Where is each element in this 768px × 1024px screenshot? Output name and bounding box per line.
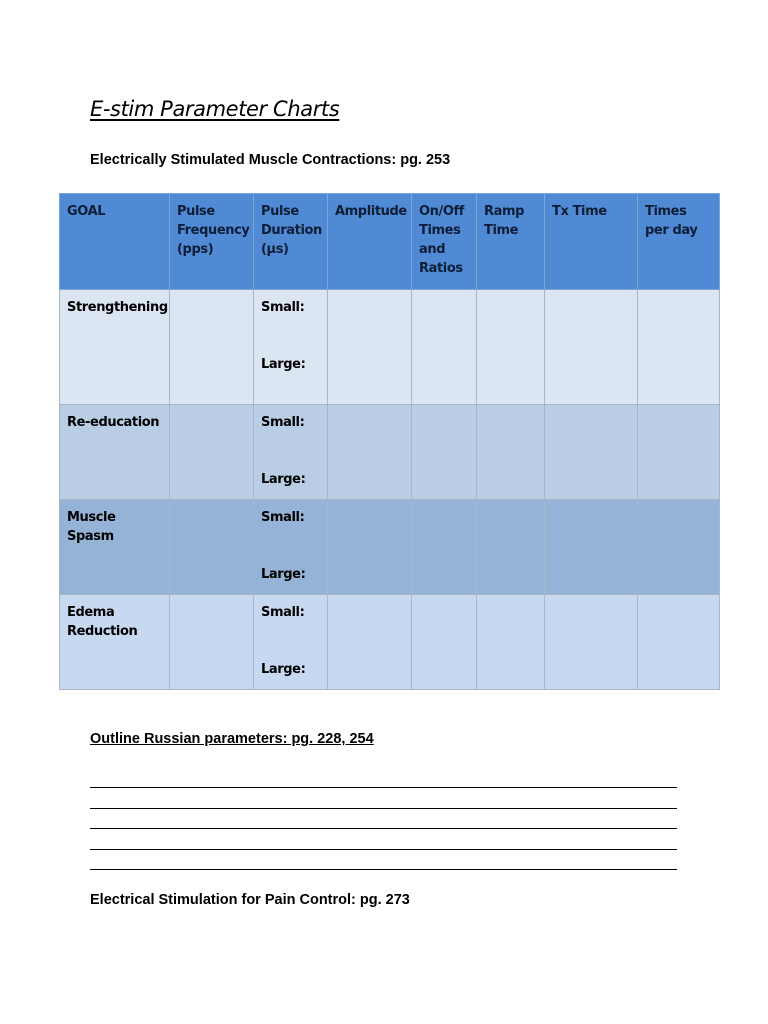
pulse-duration-cell[interactable]: [254, 595, 328, 690]
column-header-times-per-day: Times per day: [638, 194, 720, 290]
pulse-duration-cell[interactable]: [254, 500, 328, 595]
section-heading-pain-control: Electrical Stimulation for Pain Control: pg. 273: [90, 892, 410, 908]
parameter-table: [59, 193, 720, 690]
tx-time-cell[interactable]: [545, 500, 638, 595]
pulse-frequency-cell[interactable]: [170, 595, 254, 690]
amplitude-cell[interactable]: [328, 500, 412, 595]
page-title: E-stim Parameter Charts: [90, 97, 340, 121]
column-header-goal: GOAL: [60, 194, 170, 290]
on-off-cell[interactable]: [412, 500, 477, 595]
table-row: [60, 500, 720, 595]
table-header-row: [60, 194, 720, 290]
large-label: Large:: [261, 357, 306, 372]
goal-cell: Re-education: [60, 405, 170, 500]
times-per-day-cell[interactable]: [638, 405, 720, 500]
ramp-time-cell[interactable]: [477, 500, 545, 595]
ramp-time-cell[interactable]: [477, 595, 545, 690]
small-label: Small:: [261, 415, 305, 430]
tx-time-cell[interactable]: [545, 290, 638, 405]
column-header-pulse-frequency: Pulse Frequency (pps): [170, 194, 254, 290]
amplitude-cell[interactable]: [328, 405, 412, 500]
ramp-time-cell[interactable]: [477, 290, 545, 405]
column-header-tx-time: Tx Time: [545, 194, 638, 290]
on-off-cell[interactable]: [412, 595, 477, 690]
times-per-day-cell[interactable]: [638, 290, 720, 405]
table-row: [60, 405, 720, 500]
section-heading-russian-parameters: Outline Russian parameters: pg. 228, 254: [90, 731, 374, 747]
tx-time-cell[interactable]: [545, 405, 638, 500]
writing-line[interactable]: [90, 869, 677, 870]
section-heading-muscle-contractions: Electrically Stimulated Muscle Contractions: pg. 253: [90, 152, 451, 168]
goal-cell: Muscle Spasm: [60, 500, 170, 595]
small-label: Small:: [261, 605, 305, 620]
goal-cell: Strengthening: [60, 290, 170, 405]
writing-lines: [90, 787, 677, 890]
small-label: Small:: [261, 510, 305, 525]
writing-line[interactable]: [90, 787, 677, 788]
writing-line[interactable]: [90, 808, 677, 809]
goal-cell: Edema Reduction: [60, 595, 170, 690]
large-label: Large:: [261, 567, 306, 582]
column-header-ramp-time: Ramp Time: [477, 194, 545, 290]
writing-line[interactable]: [90, 828, 677, 829]
tx-time-cell[interactable]: [545, 595, 638, 690]
writing-line[interactable]: [90, 849, 677, 850]
on-off-cell[interactable]: [412, 290, 477, 405]
table-row: [60, 290, 720, 405]
pulse-frequency-cell[interactable]: [170, 290, 254, 405]
column-header-pulse-duration: Pulse Duration (µs): [254, 194, 328, 290]
large-label: Large:: [261, 662, 306, 677]
small-label: Small:: [261, 300, 305, 315]
large-label: Large:: [261, 472, 306, 487]
amplitude-cell[interactable]: [328, 595, 412, 690]
column-header-on-off-times: On/Off Times and Ratios: [412, 194, 477, 290]
pulse-frequency-cell[interactable]: [170, 500, 254, 595]
pulse-frequency-cell[interactable]: [170, 405, 254, 500]
on-off-cell[interactable]: [412, 405, 477, 500]
times-per-day-cell[interactable]: [638, 500, 720, 595]
table-row: [60, 595, 720, 690]
amplitude-cell[interactable]: [328, 290, 412, 405]
column-header-amplitude: Amplitude: [328, 194, 412, 290]
ramp-time-cell[interactable]: [477, 405, 545, 500]
pulse-duration-cell[interactable]: [254, 290, 328, 405]
pulse-duration-cell[interactable]: [254, 405, 328, 500]
times-per-day-cell[interactable]: [638, 595, 720, 690]
